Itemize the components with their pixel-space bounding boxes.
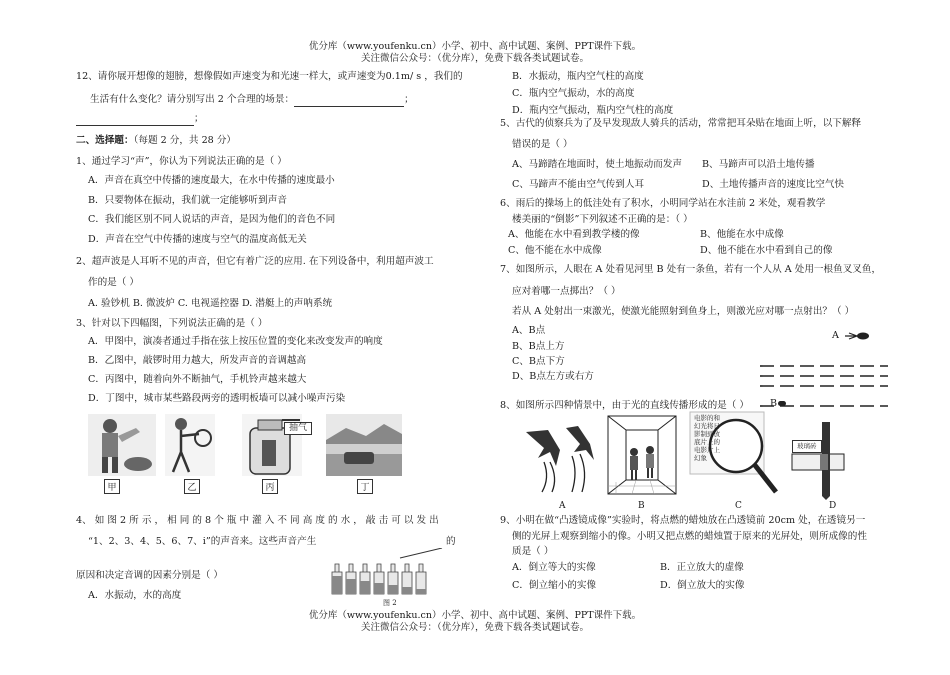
q5-option-c: C、马蹄声不能由空气传到人耳	[512, 179, 645, 190]
q9-stem-2: 侧的光屏上观察到缩小的像。小明又把点燃的蜡烛置于原来的光屏处，则所成像的性	[512, 531, 867, 542]
section2-heading	[76, 134, 236, 147]
q6-option-b: B、他能在水中成像	[700, 229, 784, 240]
q6-stem-1: 6、雨后的操场上的低洼处有了积水，小明同学站在水洼前 2 米处，观看教学	[500, 198, 826, 209]
q3-bing-pump-label: 抽气	[284, 422, 312, 435]
q7-fish-icon	[778, 401, 786, 406]
q6-stem-2: 楼美丽的“倒影”下列叙述不正确的是：（ ）	[512, 214, 693, 225]
q7-stem-3: 若从 A 处射出一束激光，使激光能照射到鱼身上，则激光应对哪一点射出？（ ）	[512, 306, 855, 317]
q1-option-c: C．我们能区别不同人说话的声音，是因为他们的音色不同	[88, 214, 336, 225]
q4-stem-2-end: 的	[446, 536, 456, 547]
q4-option-b: B．水振动，瓶内空气柱的高度	[512, 71, 644, 82]
q3-caption-ding: 丁	[357, 479, 373, 494]
q3-option-c: C．丙图中，随着向外不断抽气，手机铃声越来越大	[88, 374, 307, 385]
q7-stem-1: 7、如图所示，人眼在 A 处看见河里 B 处有一条鱼，若有一个人从 A 处用一根鱼叉叉鱼，	[500, 264, 882, 275]
q6-option-d: D、他不能在水中看到自己的像	[700, 245, 833, 256]
q9-option-b: B．正立放大的虚像	[660, 562, 744, 573]
q3-option-a: A．甲图中，演凑者通过手指在弦上按压位置的变化来改变发声的响度	[88, 336, 383, 347]
q9-stem-1: 9、小明在做“凸透镜成像”实验时，将点燃的蜡烛放在凸透镜前 20cm 处，在透镜另一	[500, 515, 866, 526]
q7-option-c: C、B点下方	[512, 356, 565, 367]
q4-stem-3: 原因和决定音调的因素分别是（ ）	[76, 570, 223, 581]
footer-line-2: 关注微信公众号：（优分库），免费下载各类试题试卷。	[360, 622, 589, 633]
q4-stem-2	[88, 535, 316, 548]
q7-option-a: A、B点	[512, 325, 546, 336]
q12-answer-blank-1[interactable]	[294, 93, 404, 107]
q4-stem-1: 4、 如 图 2 所 示 ， 相 同 的 8 个 瓶 中 灌 入 不 同 高 度 的 水 ， 敲 击 可 以 发 出	[76, 515, 439, 526]
q4-notes: “1、2、3、4、5、6、7、	[88, 536, 203, 547]
q8-caption-b: B	[638, 501, 645, 511]
q5-stem-1: 5、古代的侦察兵为了及早发现敌人骑兵的活动，常常把耳朵贴在地面上听，以下解释	[500, 118, 862, 129]
q12-text: 生活有什么变化？请分别写出 2 个合理的场景：	[90, 94, 295, 105]
q5-option-a: A、马蹄踏在地面时，使土地振动而发声	[512, 159, 683, 170]
q6-option-c: C、他不能在水中成像	[508, 245, 602, 256]
q3-caption-yi: 乙	[184, 479, 200, 494]
q3-option-b: B．乙图中，敲锣时用力越大，所发声音的音调越高	[88, 355, 307, 366]
q8-stem: 8、如图所示四种情景中，由于光的直线传播形成的是（ ）	[500, 400, 749, 411]
footer-line-1: 优分库（www.youfenku.cn）小学、初中、高中试题、案例、PPT课件下载。	[308, 610, 642, 621]
q4-high-do-digit: i	[202, 536, 206, 547]
q8-caption-c: C	[735, 501, 742, 511]
q5-option-b: B、马蹄声可以沿土地传播	[702, 159, 815, 170]
q7-option-b: B、B点上方	[512, 341, 565, 352]
q2-stem-1: 2、超声波是人耳听不见的声音，但它有着广泛的应用. 在下列设备中，利用超声波工	[76, 256, 434, 267]
q8-figure-a-shadow-puppets	[520, 422, 602, 494]
q8-figure-b-mirror-room	[606, 414, 678, 496]
q4-option-a: A．水振动，水的高度	[88, 590, 182, 601]
q12-line-2: 生活有什么变化？请分别写出 2 个合理的场景： ；	[90, 94, 414, 105]
q9-stem-3: 质是（ ）	[512, 546, 554, 557]
q9-option-d: D．倒立放大的实像	[660, 580, 745, 591]
q3-caption-jia: 甲	[104, 479, 120, 494]
q2-options: A. 验钞机 B. 微波炉 C. 电视遥控器 D. 潜艇上的声呐系统	[88, 298, 333, 309]
q2-stem-2: 作的是（ ）	[88, 277, 140, 288]
q7-eye-icon	[843, 328, 873, 342]
q4-option-c: C．瓶内空气振动，水的高度	[512, 88, 635, 99]
section2-note: （每题 2 分，共 28 分）	[133, 135, 237, 146]
q5-stem-2: 错误的是（ ）	[512, 139, 573, 150]
q8-caption-a: A	[559, 501, 566, 511]
q1-option-d: D．声音在空气中传播的速度与空气的温度高低无关	[88, 234, 307, 245]
q3-stem: 3、针对以下四幅图，下列说法正确的是（ ）	[76, 318, 268, 329]
q8-figure-d-pen-glass	[786, 418, 850, 500]
q9-option-c: C．倒立缩小的实像	[512, 580, 597, 591]
q1-stem: 1、通过学习“声”，你认为下列说法正确的是（ ）	[76, 156, 287, 167]
q4-high-do	[203, 536, 206, 547]
q9-option-a: A．倒立等大的实像	[512, 562, 596, 573]
q5-option-d: D、土地传播声音的速度比空气快	[702, 179, 845, 190]
q3-figure-jia	[88, 414, 156, 476]
header-line-1: 优分库（www.youfenku.cn）小学、初中、高中试题、案例、PPT课件下载。	[308, 41, 642, 52]
q6-option-a: A、他能在水中看到教学楼的像	[508, 229, 640, 240]
q4-notes-tail: ”的声音来。这些声音产生	[205, 536, 317, 547]
q8-figure-c-text: 电影的和 幻光将日 影制到放 底片上的 电影片上 幻象	[694, 414, 720, 462]
q8-figure-d-label: 玻璃砖	[792, 440, 822, 453]
q7-figure-label-b-text: B	[770, 398, 778, 409]
q12-line-3: ；	[76, 112, 204, 126]
q1-option-a: A．声音在真空中传播的速度最大，在水中传播的速度最小	[88, 175, 335, 186]
q7-option-d: D、B点左方或右方	[512, 371, 594, 382]
q7-figure-label-a: A	[832, 330, 839, 341]
q4-figure-bottles	[328, 548, 446, 598]
section2-title: 二、选择题：	[76, 135, 134, 146]
q7-figure-label-b	[770, 397, 786, 410]
q12-answer-blank-2[interactable]	[76, 112, 194, 126]
q8-caption-d: D	[829, 501, 837, 511]
q4-figure-caption: 图 2	[383, 599, 397, 607]
q4-option-d: D．瓶内空气振动，瓶内空气柱的高度	[512, 105, 674, 116]
q7-stem-2: 应对着哪一点掷出？（ ）	[512, 286, 621, 297]
q3-caption-bing: 丙	[262, 479, 278, 494]
q12-line-1: 12、请你展开想像的翅膀，想像假如声速变为和光速一样大，或声速变为0.1m/ s ，我们的	[76, 71, 463, 82]
q1-option-b: B．只要物体在振动，我们就一定能够听到声音	[88, 195, 287, 206]
header-line-2: 关注微信公众号：（优分库），免费下载各类试题试卷。	[360, 53, 589, 64]
q3-figure-yi	[165, 414, 215, 476]
q3-option-d: D．丁图中，城市某些路段两旁的透明板墙可以减小噪声污染	[88, 393, 346, 404]
q3-figure-ding	[326, 414, 402, 476]
